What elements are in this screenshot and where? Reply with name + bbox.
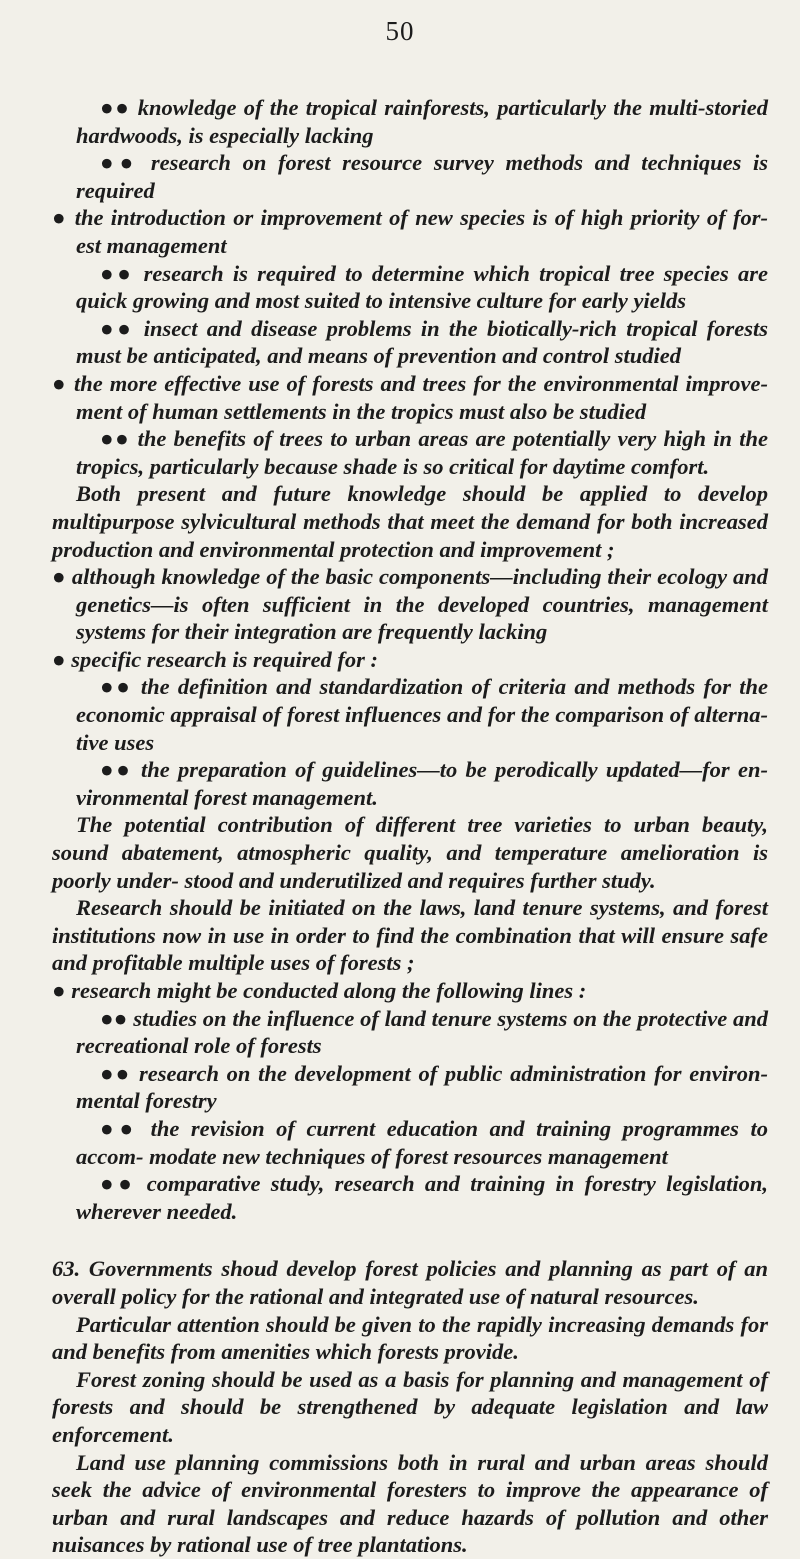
paragraph-text: 63. Governments shoud develop forest policies and planning as part of an overall policy for the rational and integrated use of natural resources.	[52, 1256, 768, 1309]
page-number: 50	[385, 16, 415, 46]
paragraph-text: the benefits of trees to urban areas are potentially very high in the tropics, particularly because shade is so critical for daytime comfort.	[76, 426, 768, 479]
paragraph-text: the preparation of guidelines—to be perodically updated—for en- vironmental forest management.	[76, 757, 768, 810]
bullet-icon: ●●	[100, 150, 151, 176]
sub-bullet-item	[52, 1115, 768, 1170]
paragraph	[52, 894, 768, 977]
paragraph-text: Research should be initiated on the laws, land tenure systems, and forest institutions now in use in order to find the combination that will ensure safe and profitable multiple uses of forests ;	[52, 895, 768, 976]
bullet-icon: ●	[52, 564, 72, 590]
paragraph	[52, 811, 768, 894]
bullet-item	[52, 646, 768, 674]
paragraph-text: research on forest resource survey methods and techniques is required	[76, 150, 768, 203]
bullet-icon: ●	[52, 370, 74, 396]
sub-bullet-item	[52, 756, 768, 811]
paragraph	[52, 480, 768, 563]
body-text	[52, 94, 768, 1559]
sub-bullet-item	[52, 1170, 768, 1225]
bullet-item	[52, 204, 768, 259]
bullet-item	[52, 977, 768, 1005]
sub-bullet-item	[52, 149, 768, 204]
sub-bullet-item	[52, 260, 768, 315]
paragraph-text: the revision of current education and training programmes to accom- modate new techniques of forest resources management	[76, 1115, 768, 1169]
bullet-icon: ●	[52, 978, 72, 1003]
section-gap	[52, 1225, 768, 1255]
bullet-icon: ●●	[100, 315, 144, 341]
paragraph-text: the definition and standardization of criteria and methods for the economic appraisal of forest influences and for the comparison of alterna- tive uses	[76, 674, 768, 755]
bullet-icon: ●	[52, 205, 75, 231]
sub-bullet-item	[52, 1005, 768, 1060]
paragraph-text: comparative study, research and training in forestry legislation, wherever needed.	[76, 1171, 768, 1224]
bullet-icon: ●●	[100, 95, 138, 120]
paragraph-text: Both present and future knowledge should be applied to develop multipurpose sylvicultural methods that meet the demand for both increased production and environmental protection and improvement ;	[52, 481, 768, 562]
paragraph-text: Forest zoning should be used as a basis for planning and management of forests and should be strengthened by adequate legislation and law enforcement.	[52, 1366, 768, 1447]
paragraph-text: although knowledge of the basic components—including their ecology and genetics—is often sufficient in the developed countries, management systems for their integration are frequently lacking	[71, 564, 768, 645]
bullet-icon: ●●	[100, 757, 141, 783]
paragraph-text: research might be conducted along the following lines :	[71, 978, 587, 1003]
sub-bullet-item	[52, 1060, 768, 1115]
paragraph-text: the introduction or improvement of new species is of high priority of for- est management	[74, 205, 768, 258]
bullet-icon: ●●	[100, 1060, 139, 1086]
bullet-icon: ●●	[100, 260, 144, 286]
sub-bullet-item	[52, 425, 768, 480]
sub-bullet-item	[52, 673, 768, 756]
paragraph	[52, 1311, 768, 1366]
paragraph-text: the more effective use of forests and trees for the environmental improve- ment of human settlements in the tropics must also be studied	[73, 370, 769, 424]
paragraph	[52, 1255, 768, 1310]
bullet-icon: ●●	[100, 1115, 151, 1141]
paragraph-text: insect and disease problems in the biotically-rich tropical forests must be anticipated, and means of prevention and control studied	[76, 315, 768, 369]
bullet-icon: ●●	[100, 426, 138, 452]
sub-bullet-item	[52, 315, 768, 370]
bullet-icon: ●●	[100, 1171, 147, 1197]
paragraph-text: research on the development of public administration for environ- mental forestry	[76, 1060, 768, 1114]
paragraph-text: studies on the influence of land tenure systems on the protective and recreational role of forests	[76, 1005, 768, 1059]
bullet-icon: ●●	[100, 674, 141, 700]
bullet-icon: ●	[52, 646, 72, 672]
bullet-item	[52, 563, 768, 646]
paragraph	[52, 1449, 768, 1559]
paragraph-text: research is required to determine which tropical tree species are quick growing and most suited to intensive culture for early yields	[76, 260, 768, 314]
paragraph	[52, 1366, 768, 1449]
paragraph-text: specific research is required for :	[71, 646, 379, 672]
paragraph-text: knowledge of the tropical rainforests, particularly the multi-storied hardwoods, is especially lacking	[76, 95, 768, 148]
paragraph-text: Particular attention should be given to the rapidly increasing demands for and benefits from amenities which forests provide.	[52, 1311, 768, 1365]
sub-bullet-item	[52, 94, 768, 149]
paragraph-text: The potential contribution of different tree varieties to urban beauty, sound abatement, atmospheric quality, and temperature amelioration is poorly under- stood and underutilized and requires further study.	[52, 812, 768, 893]
bullet-item	[52, 370, 768, 425]
paragraph-text: Land use planning commissions both in rural and urban areas should seek the advice of environmental foresters to improve the appearance of urban and rural landscapes and reduce hazards of pollution and other nuisances by rational use of tree plantations.	[52, 1449, 768, 1558]
bullet-icon: ●●	[100, 1005, 134, 1031]
